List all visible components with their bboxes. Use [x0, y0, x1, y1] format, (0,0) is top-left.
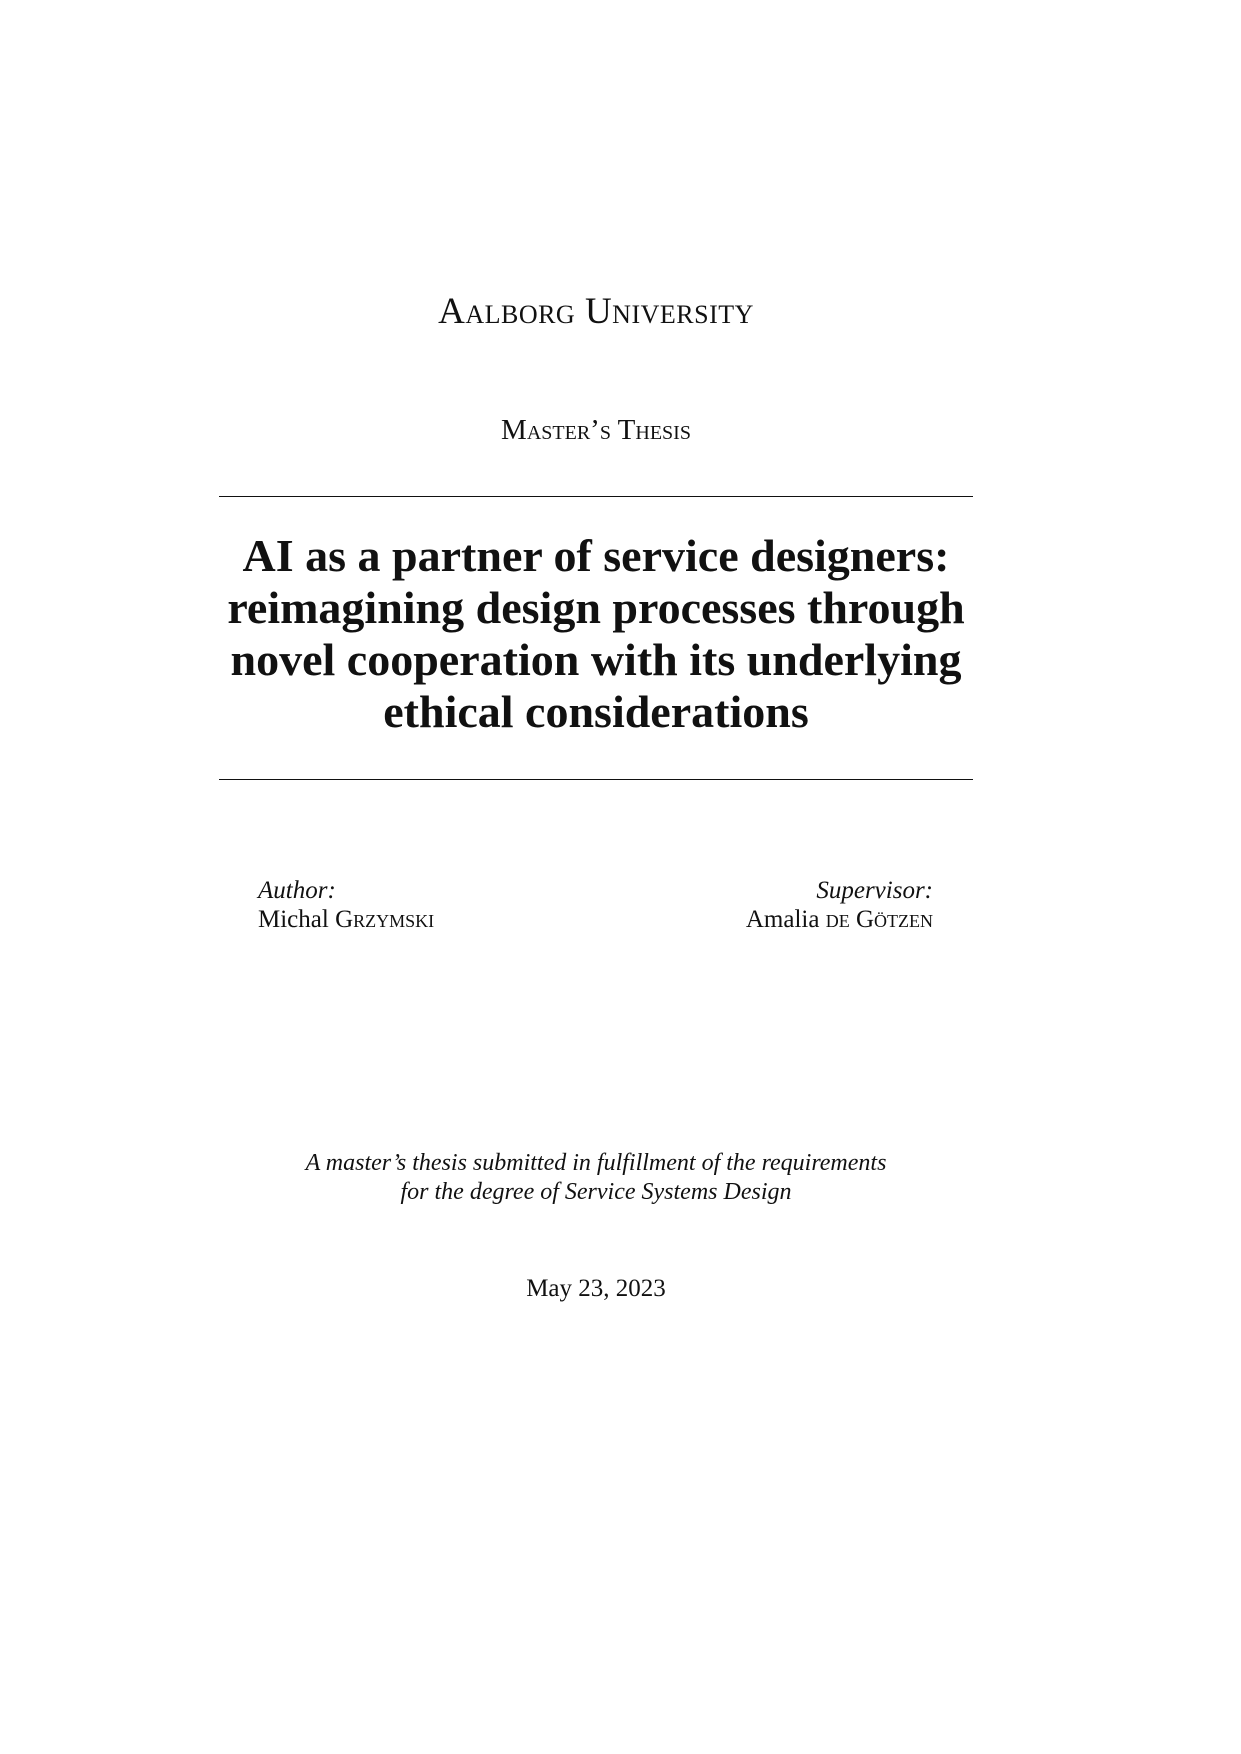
supervisor-block: [746, 876, 933, 934]
top-horizontal-rule: [219, 496, 973, 497]
title-line: novel cooperation with its underlying: [230, 634, 962, 685]
thesis-title: [219, 530, 973, 738]
author-block: [258, 876, 434, 934]
author-last-name: Grzymski: [335, 906, 435, 933]
supervisor-last-name: de Götzen: [825, 906, 933, 933]
title-line: ethical considerations: [383, 686, 809, 737]
author-label: Author:: [258, 877, 336, 904]
submission-date: May 23, 2023: [526, 1275, 666, 1302]
author-first-name: Michal: [258, 906, 329, 933]
supervisor-label: Supervisor:: [816, 877, 933, 904]
bottom-horizontal-rule: [219, 779, 973, 780]
thesis-type: Master’s Thesis: [501, 414, 691, 446]
supervisor-first-name: Amalia: [745, 906, 820, 933]
statement-line: for the degree of Service Systems Design: [400, 1179, 792, 1205]
title-line: reimagining design processes through: [227, 582, 965, 633]
degree-statement: [219, 1149, 973, 1207]
author-name: [258, 905, 434, 934]
title-line: AI as a partner of service designers:: [242, 530, 950, 581]
university-name: Aalborg University: [438, 291, 754, 332]
statement-line: A master’s thesis submitted in fulfillment of the requirements: [305, 1150, 887, 1176]
supervisor-name: [746, 905, 933, 934]
